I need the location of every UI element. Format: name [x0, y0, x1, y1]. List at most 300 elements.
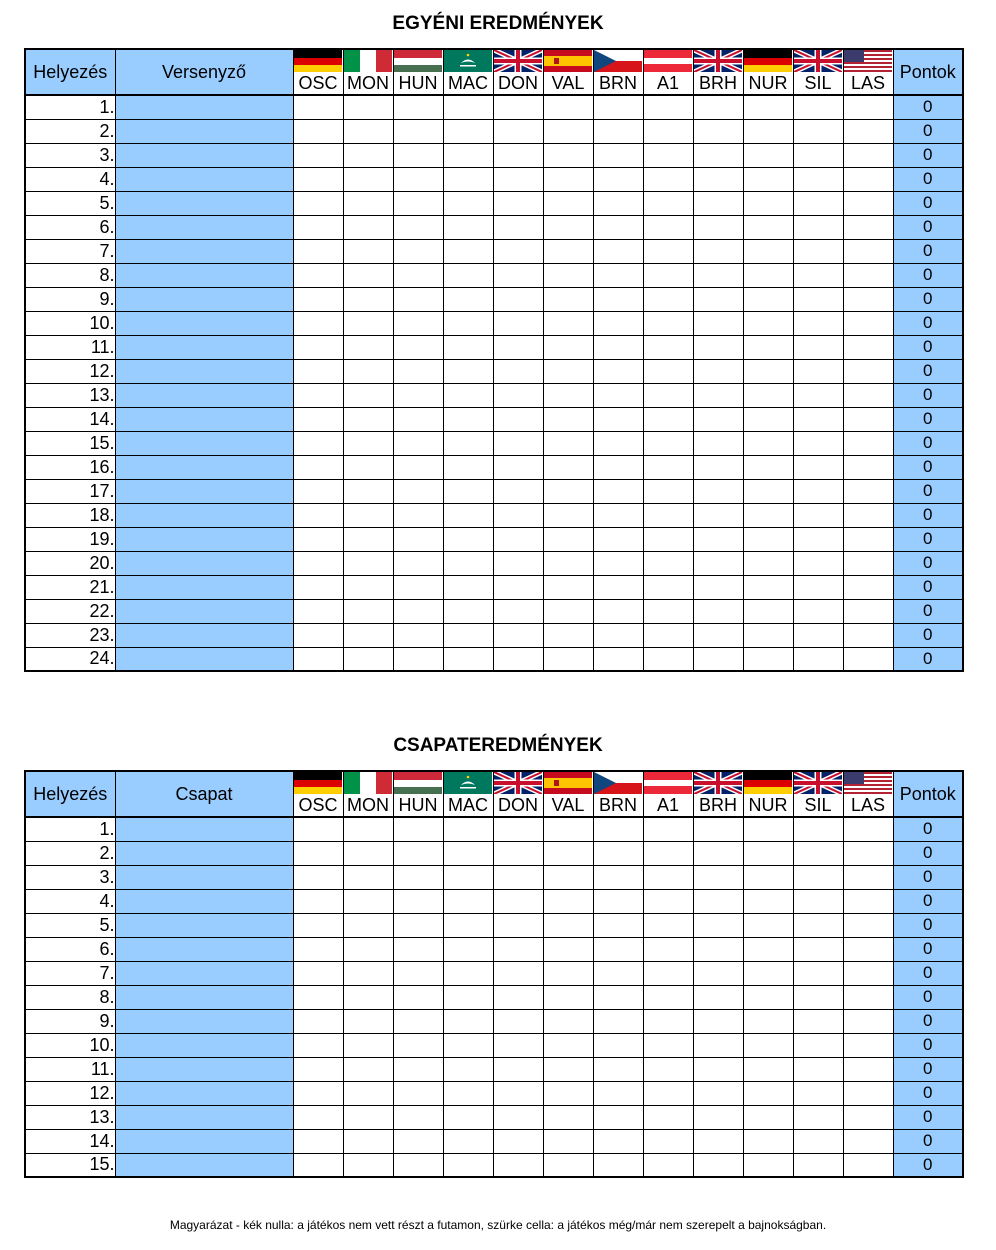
- name-cell[interactable]: [115, 383, 293, 407]
- race-result-cell[interactable]: [693, 1105, 743, 1129]
- race-result-cell[interactable]: [493, 1081, 543, 1105]
- race-result-cell[interactable]: [443, 191, 493, 215]
- race-result-cell[interactable]: [743, 1033, 793, 1057]
- race-result-cell[interactable]: [693, 1009, 743, 1033]
- race-result-cell[interactable]: [743, 1009, 793, 1033]
- race-result-cell[interactable]: [293, 913, 343, 937]
- race-result-cell[interactable]: [543, 551, 593, 575]
- race-result-cell[interactable]: [743, 1129, 793, 1153]
- race-result-cell[interactable]: [443, 1105, 493, 1129]
- race-result-cell[interactable]: [293, 841, 343, 865]
- race-result-cell[interactable]: [793, 287, 843, 311]
- race-result-cell[interactable]: [743, 455, 793, 479]
- race-result-cell[interactable]: [593, 239, 643, 263]
- race-result-cell[interactable]: [393, 215, 443, 239]
- race-result-cell[interactable]: [593, 817, 643, 841]
- race-result-cell[interactable]: [843, 119, 893, 143]
- race-result-cell[interactable]: [793, 527, 843, 551]
- race-result-cell[interactable]: [593, 383, 643, 407]
- race-result-cell[interactable]: [293, 215, 343, 239]
- race-result-cell[interactable]: [743, 913, 793, 937]
- race-result-cell[interactable]: [393, 961, 443, 985]
- race-result-cell[interactable]: [793, 623, 843, 647]
- race-result-cell[interactable]: [843, 865, 893, 889]
- race-result-cell[interactable]: [693, 455, 743, 479]
- race-result-cell[interactable]: [643, 889, 693, 913]
- name-cell[interactable]: [115, 1033, 293, 1057]
- race-result-cell[interactable]: [293, 335, 343, 359]
- race-result-cell[interactable]: [593, 359, 643, 383]
- race-result-cell[interactable]: [343, 1033, 393, 1057]
- race-result-cell[interactable]: [443, 647, 493, 671]
- race-result-cell[interactable]: [293, 817, 343, 841]
- race-result-cell[interactable]: [843, 551, 893, 575]
- race-result-cell[interactable]: [743, 215, 793, 239]
- name-cell[interactable]: [115, 623, 293, 647]
- name-cell[interactable]: [115, 503, 293, 527]
- race-result-cell[interactable]: [643, 1057, 693, 1081]
- race-result-cell[interactable]: [843, 1057, 893, 1081]
- race-result-cell[interactable]: [443, 167, 493, 191]
- race-result-cell[interactable]: [743, 143, 793, 167]
- race-result-cell[interactable]: [743, 263, 793, 287]
- race-result-cell[interactable]: [443, 985, 493, 1009]
- race-result-cell[interactable]: [743, 817, 793, 841]
- name-cell[interactable]: [115, 479, 293, 503]
- race-result-cell[interactable]: [443, 431, 493, 455]
- race-result-cell[interactable]: [693, 167, 743, 191]
- race-result-cell[interactable]: [543, 913, 593, 937]
- race-result-cell[interactable]: [543, 865, 593, 889]
- race-result-cell[interactable]: [643, 287, 693, 311]
- race-result-cell[interactable]: [393, 383, 443, 407]
- race-result-cell[interactable]: [443, 1009, 493, 1033]
- race-result-cell[interactable]: [443, 817, 493, 841]
- race-result-cell[interactable]: [843, 1153, 893, 1177]
- race-result-cell[interactable]: [443, 95, 493, 119]
- race-result-cell[interactable]: [643, 647, 693, 671]
- race-result-cell[interactable]: [693, 527, 743, 551]
- race-result-cell[interactable]: [293, 479, 343, 503]
- race-result-cell[interactable]: [493, 239, 543, 263]
- race-result-cell[interactable]: [393, 239, 443, 263]
- race-result-cell[interactable]: [843, 623, 893, 647]
- race-result-cell[interactable]: [793, 865, 843, 889]
- race-result-cell[interactable]: [493, 479, 543, 503]
- race-result-cell[interactable]: [443, 479, 493, 503]
- race-result-cell[interactable]: [743, 287, 793, 311]
- race-result-cell[interactable]: [343, 817, 393, 841]
- race-result-cell[interactable]: [493, 503, 543, 527]
- race-result-cell[interactable]: [493, 311, 543, 335]
- race-result-cell[interactable]: [493, 817, 543, 841]
- race-result-cell[interactable]: [643, 95, 693, 119]
- race-result-cell[interactable]: [493, 383, 543, 407]
- race-result-cell[interactable]: [393, 527, 443, 551]
- race-result-cell[interactable]: [493, 191, 543, 215]
- race-result-cell[interactable]: [593, 551, 643, 575]
- race-result-cell[interactable]: [793, 647, 843, 671]
- race-result-cell[interactable]: [293, 431, 343, 455]
- race-result-cell[interactable]: [543, 985, 593, 1009]
- race-result-cell[interactable]: [543, 167, 593, 191]
- race-result-cell[interactable]: [593, 985, 643, 1009]
- race-result-cell[interactable]: [593, 913, 643, 937]
- race-result-cell[interactable]: [393, 143, 443, 167]
- name-cell[interactable]: [115, 1129, 293, 1153]
- name-cell[interactable]: [115, 167, 293, 191]
- name-cell[interactable]: [115, 1153, 293, 1177]
- race-result-cell[interactable]: [393, 913, 443, 937]
- race-result-cell[interactable]: [693, 359, 743, 383]
- race-result-cell[interactable]: [743, 937, 793, 961]
- race-result-cell[interactable]: [643, 407, 693, 431]
- race-result-cell[interactable]: [593, 1033, 643, 1057]
- race-result-cell[interactable]: [843, 503, 893, 527]
- race-result-cell[interactable]: [343, 913, 393, 937]
- race-result-cell[interactable]: [843, 817, 893, 841]
- race-result-cell[interactable]: [293, 383, 343, 407]
- name-cell[interactable]: [115, 841, 293, 865]
- race-result-cell[interactable]: [443, 575, 493, 599]
- race-result-cell[interactable]: [743, 623, 793, 647]
- race-result-cell[interactable]: [493, 167, 543, 191]
- name-cell[interactable]: [115, 191, 293, 215]
- race-result-cell[interactable]: [593, 1057, 643, 1081]
- race-result-cell[interactable]: [643, 623, 693, 647]
- race-result-cell[interactable]: [493, 1057, 543, 1081]
- race-result-cell[interactable]: [543, 1009, 593, 1033]
- race-result-cell[interactable]: [743, 1153, 793, 1177]
- race-result-cell[interactable]: [843, 239, 893, 263]
- name-cell[interactable]: [115, 407, 293, 431]
- race-result-cell[interactable]: [643, 143, 693, 167]
- race-result-cell[interactable]: [543, 95, 593, 119]
- race-result-cell[interactable]: [843, 841, 893, 865]
- race-result-cell[interactable]: [293, 143, 343, 167]
- race-result-cell[interactable]: [793, 455, 843, 479]
- race-result-cell[interactable]: [593, 889, 643, 913]
- race-result-cell[interactable]: [743, 865, 793, 889]
- race-result-cell[interactable]: [543, 503, 593, 527]
- race-result-cell[interactable]: [793, 1153, 843, 1177]
- race-result-cell[interactable]: [543, 143, 593, 167]
- race-result-cell[interactable]: [693, 1057, 743, 1081]
- race-result-cell[interactable]: [443, 287, 493, 311]
- race-result-cell[interactable]: [343, 841, 393, 865]
- race-result-cell[interactable]: [343, 623, 393, 647]
- name-cell[interactable]: [115, 215, 293, 239]
- race-result-cell[interactable]: [343, 1129, 393, 1153]
- race-result-cell[interactable]: [393, 599, 443, 623]
- race-result-cell[interactable]: [393, 1129, 443, 1153]
- race-result-cell[interactable]: [343, 1081, 393, 1105]
- race-result-cell[interactable]: [543, 1153, 593, 1177]
- race-result-cell[interactable]: [293, 407, 343, 431]
- name-cell[interactable]: [115, 817, 293, 841]
- race-result-cell[interactable]: [393, 1057, 443, 1081]
- name-cell[interactable]: [115, 961, 293, 985]
- race-result-cell[interactable]: [843, 359, 893, 383]
- race-result-cell[interactable]: [743, 167, 793, 191]
- race-result-cell[interactable]: [693, 119, 743, 143]
- race-result-cell[interactable]: [693, 503, 743, 527]
- race-result-cell[interactable]: [743, 985, 793, 1009]
- race-result-cell[interactable]: [843, 95, 893, 119]
- race-result-cell[interactable]: [693, 383, 743, 407]
- race-result-cell[interactable]: [443, 311, 493, 335]
- race-result-cell[interactable]: [693, 913, 743, 937]
- race-result-cell[interactable]: [793, 503, 843, 527]
- race-result-cell[interactable]: [493, 455, 543, 479]
- race-result-cell[interactable]: [843, 143, 893, 167]
- race-result-cell[interactable]: [593, 1009, 643, 1033]
- race-result-cell[interactable]: [493, 287, 543, 311]
- race-result-cell[interactable]: [393, 503, 443, 527]
- race-result-cell[interactable]: [293, 575, 343, 599]
- race-result-cell[interactable]: [443, 359, 493, 383]
- race-result-cell[interactable]: [843, 383, 893, 407]
- race-result-cell[interactable]: [593, 143, 643, 167]
- race-result-cell[interactable]: [443, 913, 493, 937]
- race-result-cell[interactable]: [743, 1105, 793, 1129]
- race-result-cell[interactable]: [793, 841, 843, 865]
- race-result-cell[interactable]: [393, 1081, 443, 1105]
- race-result-cell[interactable]: [343, 311, 393, 335]
- race-result-cell[interactable]: [793, 1009, 843, 1033]
- race-result-cell[interactable]: [493, 889, 543, 913]
- race-result-cell[interactable]: [393, 841, 443, 865]
- race-result-cell[interactable]: [793, 985, 843, 1009]
- race-result-cell[interactable]: [493, 119, 543, 143]
- race-result-cell[interactable]: [543, 599, 593, 623]
- race-result-cell[interactable]: [593, 865, 643, 889]
- race-result-cell[interactable]: [543, 647, 593, 671]
- race-result-cell[interactable]: [343, 1153, 393, 1177]
- race-result-cell[interactable]: [293, 191, 343, 215]
- race-result-cell[interactable]: [843, 1081, 893, 1105]
- race-result-cell[interactable]: [693, 287, 743, 311]
- race-result-cell[interactable]: [593, 455, 643, 479]
- race-result-cell[interactable]: [443, 215, 493, 239]
- race-result-cell[interactable]: [393, 407, 443, 431]
- race-result-cell[interactable]: [643, 527, 693, 551]
- race-result-cell[interactable]: [643, 431, 693, 455]
- race-result-cell[interactable]: [343, 985, 393, 1009]
- race-result-cell[interactable]: [393, 335, 443, 359]
- race-result-cell[interactable]: [543, 1105, 593, 1129]
- race-result-cell[interactable]: [493, 263, 543, 287]
- race-result-cell[interactable]: [593, 215, 643, 239]
- race-result-cell[interactable]: [743, 407, 793, 431]
- race-result-cell[interactable]: [643, 239, 693, 263]
- race-result-cell[interactable]: [343, 551, 393, 575]
- race-result-cell[interactable]: [843, 1129, 893, 1153]
- race-result-cell[interactable]: [293, 889, 343, 913]
- race-result-cell[interactable]: [793, 239, 843, 263]
- race-result-cell[interactable]: [593, 335, 643, 359]
- race-result-cell[interactable]: [443, 551, 493, 575]
- name-cell[interactable]: [115, 865, 293, 889]
- name-cell[interactable]: [115, 311, 293, 335]
- race-result-cell[interactable]: [443, 1081, 493, 1105]
- race-result-cell[interactable]: [693, 647, 743, 671]
- race-result-cell[interactable]: [793, 1129, 843, 1153]
- race-result-cell[interactable]: [843, 575, 893, 599]
- race-result-cell[interactable]: [693, 937, 743, 961]
- race-result-cell[interactable]: [643, 1129, 693, 1153]
- race-result-cell[interactable]: [743, 503, 793, 527]
- race-result-cell[interactable]: [643, 263, 693, 287]
- race-result-cell[interactable]: [593, 527, 643, 551]
- race-result-cell[interactable]: [543, 841, 593, 865]
- race-result-cell[interactable]: [643, 335, 693, 359]
- race-result-cell[interactable]: [443, 599, 493, 623]
- race-result-cell[interactable]: [793, 817, 843, 841]
- race-result-cell[interactable]: [793, 311, 843, 335]
- race-result-cell[interactable]: [643, 913, 693, 937]
- race-result-cell[interactable]: [643, 1009, 693, 1033]
- race-result-cell[interactable]: [693, 961, 743, 985]
- race-result-cell[interactable]: [643, 191, 693, 215]
- race-result-cell[interactable]: [293, 311, 343, 335]
- race-result-cell[interactable]: [843, 191, 893, 215]
- race-result-cell[interactable]: [543, 359, 593, 383]
- race-result-cell[interactable]: [293, 1105, 343, 1129]
- name-cell[interactable]: [115, 239, 293, 263]
- name-cell[interactable]: [115, 335, 293, 359]
- name-cell[interactable]: [115, 913, 293, 937]
- race-result-cell[interactable]: [393, 311, 443, 335]
- race-result-cell[interactable]: [393, 889, 443, 913]
- name-cell[interactable]: [115, 1057, 293, 1081]
- race-result-cell[interactable]: [843, 263, 893, 287]
- race-result-cell[interactable]: [843, 889, 893, 913]
- race-result-cell[interactable]: [693, 1153, 743, 1177]
- name-cell[interactable]: [115, 287, 293, 311]
- race-result-cell[interactable]: [793, 215, 843, 239]
- race-result-cell[interactable]: [543, 937, 593, 961]
- race-result-cell[interactable]: [593, 191, 643, 215]
- race-result-cell[interactable]: [593, 287, 643, 311]
- race-result-cell[interactable]: [843, 937, 893, 961]
- race-result-cell[interactable]: [393, 817, 443, 841]
- race-result-cell[interactable]: [643, 215, 693, 239]
- race-result-cell[interactable]: [693, 599, 743, 623]
- race-result-cell[interactable]: [693, 1033, 743, 1057]
- race-result-cell[interactable]: [643, 167, 693, 191]
- race-result-cell[interactable]: [443, 841, 493, 865]
- race-result-cell[interactable]: [843, 599, 893, 623]
- race-result-cell[interactable]: [443, 263, 493, 287]
- race-result-cell[interactable]: [293, 167, 343, 191]
- race-result-cell[interactable]: [843, 913, 893, 937]
- race-result-cell[interactable]: [343, 455, 393, 479]
- race-result-cell[interactable]: [643, 841, 693, 865]
- race-result-cell[interactable]: [693, 95, 743, 119]
- race-result-cell[interactable]: [343, 1057, 393, 1081]
- race-result-cell[interactable]: [743, 961, 793, 985]
- race-result-cell[interactable]: [343, 647, 393, 671]
- race-result-cell[interactable]: [693, 1081, 743, 1105]
- race-result-cell[interactable]: [343, 119, 393, 143]
- race-result-cell[interactable]: [293, 359, 343, 383]
- race-result-cell[interactable]: [793, 575, 843, 599]
- race-result-cell[interactable]: [493, 431, 543, 455]
- race-result-cell[interactable]: [693, 841, 743, 865]
- race-result-cell[interactable]: [343, 937, 393, 961]
- race-result-cell[interactable]: [443, 961, 493, 985]
- race-result-cell[interactable]: [693, 575, 743, 599]
- race-result-cell[interactable]: [743, 1057, 793, 1081]
- race-result-cell[interactable]: [593, 623, 643, 647]
- name-cell[interactable]: [115, 1009, 293, 1033]
- race-result-cell[interactable]: [493, 95, 543, 119]
- race-result-cell[interactable]: [443, 865, 493, 889]
- race-result-cell[interactable]: [793, 1105, 843, 1129]
- race-result-cell[interactable]: [743, 551, 793, 575]
- race-result-cell[interactable]: [593, 503, 643, 527]
- race-result-cell[interactable]: [543, 119, 593, 143]
- race-result-cell[interactable]: [443, 335, 493, 359]
- race-result-cell[interactable]: [293, 287, 343, 311]
- race-result-cell[interactable]: [593, 937, 643, 961]
- race-result-cell[interactable]: [843, 1033, 893, 1057]
- race-result-cell[interactable]: [693, 263, 743, 287]
- race-result-cell[interactable]: [743, 95, 793, 119]
- race-result-cell[interactable]: [793, 95, 843, 119]
- race-result-cell[interactable]: [493, 647, 543, 671]
- race-result-cell[interactable]: [293, 95, 343, 119]
- race-result-cell[interactable]: [793, 889, 843, 913]
- race-result-cell[interactable]: [793, 119, 843, 143]
- race-result-cell[interactable]: [743, 889, 793, 913]
- race-result-cell[interactable]: [343, 1009, 393, 1033]
- name-cell[interactable]: [115, 263, 293, 287]
- race-result-cell[interactable]: [743, 359, 793, 383]
- race-result-cell[interactable]: [493, 575, 543, 599]
- race-result-cell[interactable]: [793, 1057, 843, 1081]
- race-result-cell[interactable]: [393, 647, 443, 671]
- race-result-cell[interactable]: [793, 143, 843, 167]
- race-result-cell[interactable]: [793, 1033, 843, 1057]
- race-result-cell[interactable]: [343, 503, 393, 527]
- race-result-cell[interactable]: [843, 407, 893, 431]
- race-result-cell[interactable]: [293, 455, 343, 479]
- race-result-cell[interactable]: [493, 985, 543, 1009]
- race-result-cell[interactable]: [493, 865, 543, 889]
- race-result-cell[interactable]: [693, 551, 743, 575]
- race-result-cell[interactable]: [293, 119, 343, 143]
- race-result-cell[interactable]: [843, 527, 893, 551]
- race-result-cell[interactable]: [843, 167, 893, 191]
- race-result-cell[interactable]: [543, 215, 593, 239]
- race-result-cell[interactable]: [743, 1081, 793, 1105]
- name-cell[interactable]: [115, 647, 293, 671]
- race-result-cell[interactable]: [593, 311, 643, 335]
- name-cell[interactable]: [115, 575, 293, 599]
- race-result-cell[interactable]: [443, 527, 493, 551]
- race-result-cell[interactable]: [593, 1129, 643, 1153]
- race-result-cell[interactable]: [293, 937, 343, 961]
- race-result-cell[interactable]: [343, 263, 393, 287]
- race-result-cell[interactable]: [693, 431, 743, 455]
- race-result-cell[interactable]: [793, 359, 843, 383]
- race-result-cell[interactable]: [643, 1105, 693, 1129]
- race-result-cell[interactable]: [293, 527, 343, 551]
- race-result-cell[interactable]: [443, 1057, 493, 1081]
- race-result-cell[interactable]: [643, 937, 693, 961]
